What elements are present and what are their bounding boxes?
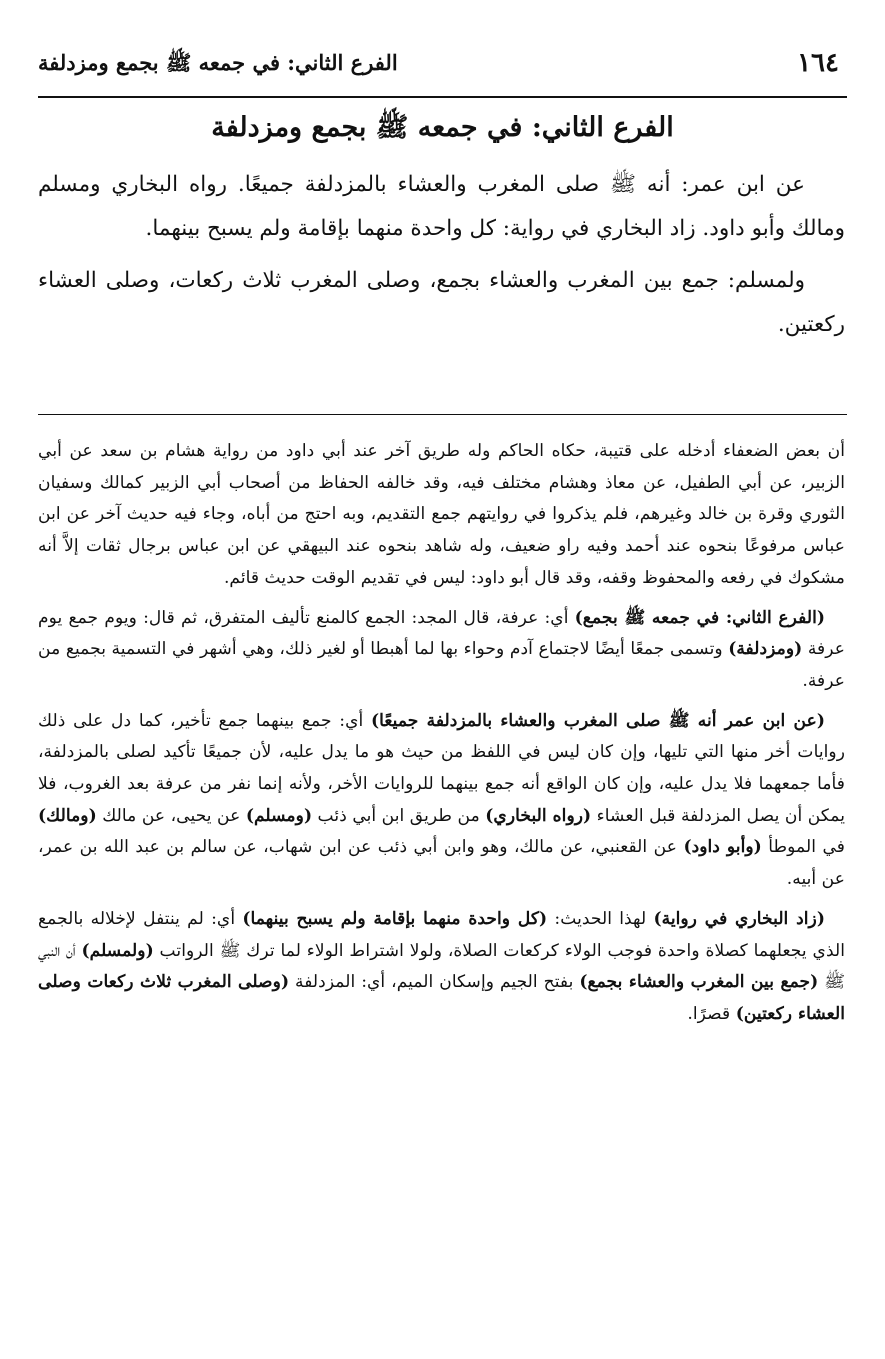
quoted-text: (كل واحدة منهما بإقامة ولم يسبح بينهما) (242, 908, 548, 929)
footnote-divider (38, 414, 847, 415)
commentary-text: وتسمى جمعًا أيضًا لاجتماع آدم وحواء بها لما أهبطا أو لغير ذلك، وهي أشهر في التسمية بجميع من عرفة. (38, 639, 845, 691)
section-title: الفرع الثاني: في جمعه ﷺ بجمع ومزدلفة (211, 112, 674, 143)
quoted-text: (وصلى المغرب ثلاث ركعات وصلى العشاء ركعتين) (38, 972, 845, 1024)
commentary-text: أي: عرفة، قال المجد: الجمع كالمنع تأليف المتفرق، ثم قال: ويوم جمع يوم عرفة (38, 607, 845, 660)
quoted-text: (عن ابن عمر أنه ﷺ صلى المغرب والعشاء بالمزدلفة جميعًا) (371, 710, 825, 731)
commentary-paragraph (38, 603, 845, 698)
quoted-text: (وأبو داود) (683, 837, 762, 858)
hadith-paragraph: عن ابن عمر: أنه ﷺ صلى المغرب والعشاء بالمزدلفة جميعًا. رواه البخاري ومسلم ومالك وأبو داود. زاد البخاري في رواية: كل واحدة منهما بإقامة ولم يسبح بينهما. (38, 172, 845, 241)
quoted-text: (زاد البخاري في رواية) (653, 908, 825, 929)
commentary-text: عن القعنبي، عن مالك، وهو وابن أبي ذئب عن ابن شهاب، عن سالم بن عبد الله بن عمر، عن أبيه. (38, 837, 845, 890)
running-title: الفرع الثاني: في جمعه ﷺ بجمع ومزدلفة (38, 50, 398, 75)
hadith-paragraph: ولمسلم: جمع بين المغرب والعشاء بجمع، وصلى المغرب ثلاث ركعات، وصلى العشاء ركعتين. (38, 268, 845, 337)
commentary-text: أي: لم ينتفل لإخلاله بالجمع الذي يجعلهما كصلاة واحدة فوجب الولاء كركعات الصلاة، ولولا اشتراط الولاء لما ترك ﷺ الرواتب (38, 908, 845, 961)
quoted-text: (ولمسلم) (81, 940, 154, 961)
commentary-text: أي: جمع بينهما جمع تأخير، كما دل على ذلك روايات أخر منها التي تليها، وإن كان ليس في اللفظ من حيث هو ما يدل عليه، لأن جميعًا تأكيد لصلى بالمزدلفة، فأما جمعهما فلا يدل عليه، وإن كان الواقع أنه جمع بينهما للروايات الأخر، ولأنه إنما نفر من عرفة بعد الغروب، فلا يمكن أن يصل المزدلفة قبل العشاء (38, 710, 845, 826)
commentary-text: أن النبي ﷺ (38, 940, 845, 993)
page-header (38, 42, 847, 98)
quoted-text: (ومزدلفة) (728, 639, 803, 660)
quoted-text: (رواه البخاري) (485, 805, 592, 826)
commentary-paragraph (38, 904, 845, 1031)
commentary-paragraph (38, 706, 845, 896)
commentary (38, 436, 845, 1039)
quoted-text: (ومسلم) (245, 805, 313, 826)
hadith-text (38, 163, 845, 355)
quoted-text: (جمع بين المغرب والعشاء بجمع) (579, 972, 819, 993)
commentary-text: بفتح الجيم وإسكان الميم، أي: المزدلفة (289, 972, 580, 993)
quoted-text: (ومالك) (38, 805, 97, 826)
page-number: ١٦٤ (797, 48, 839, 78)
commentary-text: لهذا الحديث: (547, 908, 654, 929)
commentary-text: قصرًا. (687, 1003, 736, 1024)
quoted-text: (الفرع الثاني: في جمعه ﷺ بجمع) (574, 607, 825, 628)
commentary-text: من طريق ابن أبي ذئب (312, 805, 486, 826)
commentary-paragraph: أن بعض الضعفاء أدخله على قتيبة، حكاه الحاكم وله طريق آخر عند أبي داود من رواية هشام بن سعد عن أبي الزبير، عن أبي الطفيل، عن معاذ وهشام مختلف فيه، وقد خالفه الحفاظ من أصحاب أبي الزبير كمالك وسفيان الثوري وقرة بن خالد وغيرهم، فلم يذكروا في روايتهم جمع التقديم، وبه احتج من أباه، وجاء فيه حديث آخر عن ابن عباس مرفوعًا بنحوه عند أحمد وفيه راو ضعيف، وله شاهد بنحوه عند البيهقي عن ابن عباس برجال ثقات إلاَّ أنه مشكوك في رفعه والمحفوظ وقفه، وقد قال أبو داود: ليس في تقديم الوقت حديث قائم. (38, 441, 845, 588)
commentary-text: في الموطأ (761, 837, 845, 858)
commentary-text: عن يحيى، عن مالك (96, 805, 246, 826)
